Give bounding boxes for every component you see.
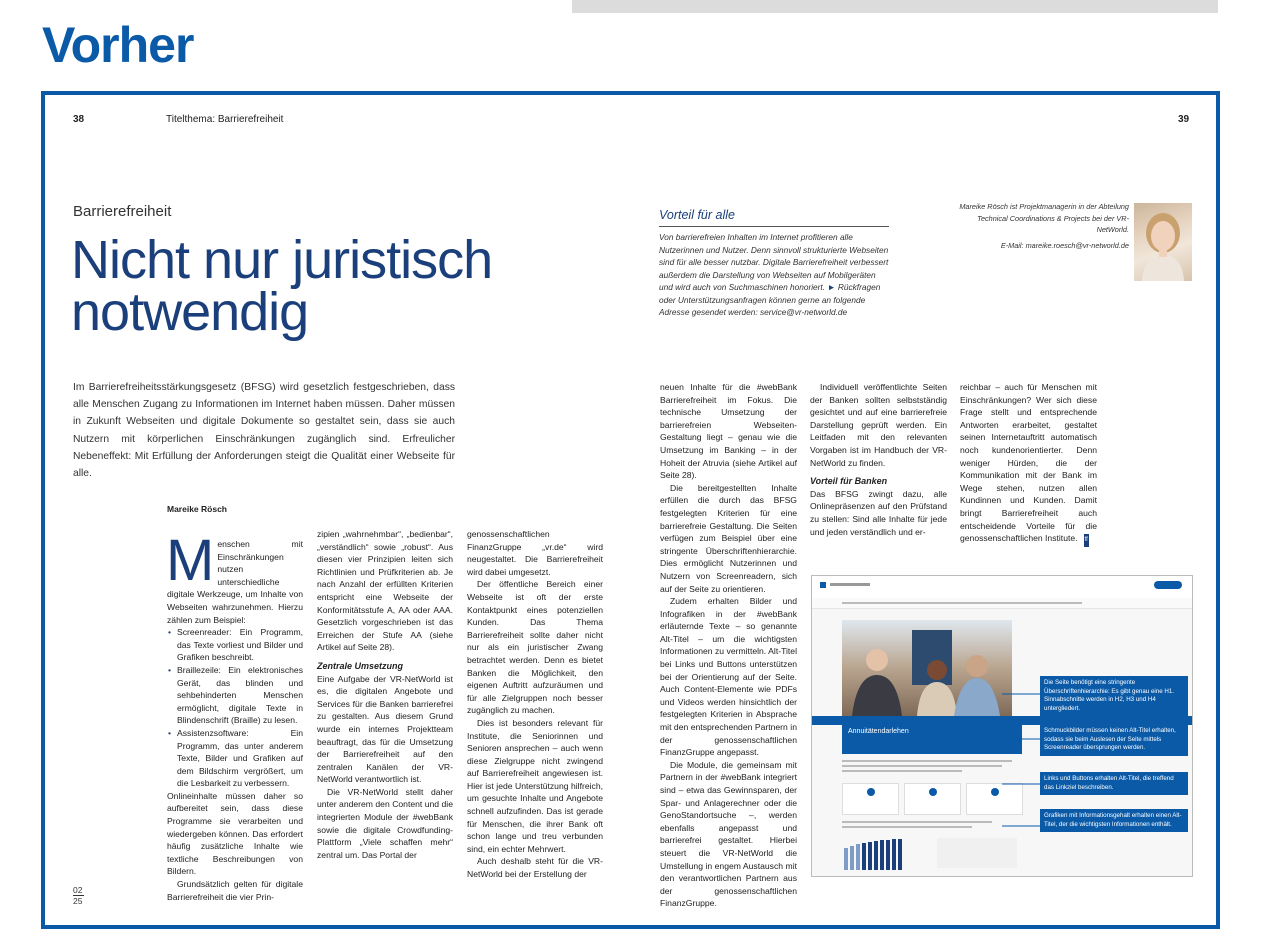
feature-card (842, 783, 899, 815)
bank-logo-icon (820, 582, 826, 588)
list-item: • Screenreader: Ein Programm, das Texte vorliest und Bilder und Grafiken beschreibt. (177, 626, 303, 664)
article-kicker: Barrierefreiheit (73, 203, 172, 220)
title-line-2: notwendig (71, 282, 309, 342)
col2-paragraph-3: Die VR-NetWorld stellt daher unter anderem den Content und die integrierten Module der #webBank sowie die digitale Crowdfunding-Plattform „Viele schaffen mehr“ zentral um. Das Portal der (317, 786, 453, 860)
col6-text: reichbar – auch für Menschen mit Einschränkungen? Wer sich diese Frage stellt und entsprechende Antworten erarbeitet, gestaltet seinen Internetauftritt automatisch noch kundenorientierter. Denn weniger Hürden, die der Kommunikation mit der Bank im Wege stehen, nutzen allen Kundinnen und Kunden. Damit bringt Barrierefreiheit auch entscheidende Vorteile für die genossenschaftlichen Institute. (960, 382, 1097, 544)
callout-headings: Die Seite benötigt eine stringente Überschriftenhierarchie: Es gibt genau eine H1. Sinnabschnitte werden in H2, H3 und H4 untergliedert. (1040, 676, 1188, 716)
tool-list (167, 626, 303, 790)
article-column-4 (660, 381, 797, 910)
list-item: • Assistenzsoftware: Ein Programm, das unter anderem Texte, Bilder und Grafiken auf dem Bildschirm vergrößert, um die Lesbarkeit zu verbessern. (177, 727, 303, 790)
col4-paragraph-3: Zudem erhalten Bilder und Infografiken in der #webBank erläuternde Texte – so genannte Alt-Titel – um die wichtigsten Informationen zu vermitteln. Alt-Titel bei Links und Buttons unterstützen bei der Orientierung auf der Seite. Auch Content-Elemente wie PDFs und Videos werden hinsichtlich der festgelegten Kriterien in Absprache mit den entsprechenden Partnern in der genossenschaftlichen FinanzGruppe angepasst. (660, 596, 797, 758)
col2-paragraph-2: Eine Aufgabe der VR-NetWorld ist es, die digitalen Angebote und Services für die Banken barrierefrei zu gestalten. Aus diesem Grund wurde ein internes Projektteam beauftragt, das für die Umsetzung der Barrierefreiheit auf den zentralen Kanälen der VR-NetWorld verantwortlich ist. (317, 673, 453, 785)
author-photo (1134, 203, 1192, 281)
info-box-title: Vorteil für alle (659, 208, 735, 222)
callout-connectors (962, 576, 1042, 876)
article-column-1 (166, 528, 303, 903)
subhead-vorteil-fuer-banken: Vorteil für Banken (810, 476, 888, 487)
col1-intro: enschen mit Einschränkungen nutzen unterschiedliche digitale Werkzeuge, um Inhalte von Webseiten wahrzunehmen. Hierzu zählen zum Beispiel: (167, 539, 303, 625)
col1-paragraph-2: Onlineinhalte müssen daher so aufbereitet sein, dass diese Programme sie verarbeiten und wiedergeben können. Das erfordert häufig zusätzliche Inhalte wie textliche Beschreibungen von Bildern. (167, 790, 303, 877)
col2-paragraph-1: zipien „wahrnehmbar“, „bedienbar“, „verständlich“ sowie „robust“. Aus diesen vier Prinzipien leiten sich Richtlinien und Prüfkriterien ab. Je nach Anzahl der erfüllten Kriterien entspricht eine Webseite der Konformitätsstufe A, AA oder AAA. Gesetzlich vorgeschrieben ist das Erreichen der Stufe AA (siehe Artikel auf Seite 28). (317, 529, 453, 653)
left-page-number: 38 (73, 114, 85, 125)
col4-paragraph-1: neuen Inhalte für die #webBank Barrierefreiheit im Fokus. Die technische Umsetzung der barrierefreien Webseiten-Gestaltung liegt – genau wie die Umsetzung im Banking – in der Hoheit der Atruvia (siehe Artikel auf Seite 28). (660, 382, 797, 481)
col4-paragraph-4: Die Module, die gemeinsam mit Partnern in der #webBank integriert sind – etwa das Gewinnsparen, der Spar- und Anlagerechner oder die GenoStandortsuche –, werden ebenfalls angepasst und barrierefrei gestaltet. Hierbei steuert die VR-NetWorld die Umstellung in engem Austausch mit den verantwortlichen Partnern aus der genossenschaftlichen FinanzGruppe. (660, 759, 797, 909)
article-column-3 (467, 528, 603, 881)
issue-number (73, 885, 84, 906)
hero-title: Annuitätendarlehen (848, 728, 909, 735)
top-gray-bar (572, 0, 1218, 13)
col3-paragraph-1: genossenschaftlichen FinanzGruppe „vr.de“ wird neugestaltet. Die Barrierefreiheit wird dabei umgesetzt. (467, 529, 603, 577)
title-line-1: Nicht nur juristisch (71, 230, 493, 290)
author-caption-email: E-Mail: mareike.roesch@vr-networld.de (1000, 240, 1129, 250)
portrait-illustration (1134, 203, 1192, 281)
issue-number-top: 02 (73, 885, 83, 895)
end-mark: ff (1084, 534, 1089, 547)
info-box-text (659, 231, 889, 319)
drop-cap: M (166, 528, 215, 593)
feature-card (904, 783, 961, 815)
article-lead: Im Barrierefreiheitsstärkungsgesetz (BFSG) wird gesetzlich festgeschrieben, dass alle Menschen Zugang zu Informationen im Internet haben müssen. Daher müssen in Zukunft Webseiten und digitale Dokumente so gestaltet sein, dass sie auch Nutzern mit körperlichen Einschränkungen zugänglich sind. Erfreulicher Nebeneffekt: Mit Erfüllung der Anforderungen steigt die Qualität einer Webseite für alle. (73, 382, 455, 480)
callout-graphics: Grafiken mit Informationsgehalt erhalten einen Alt-Titel, der die wichtigsten Informationen enthält. (1040, 809, 1188, 832)
page-frame (41, 91, 1220, 929)
info-box-body: Von barrierefreien Inhalten im Internet profitieren alle Nutzerinnen und Nutzer. Denn sinnvoll strukturierte Webseiten sind für alle besser nutzbar. Digitale Barrierefreiheit verbessert außerdem die Darstellung von Webseiten auf Mobilgeräten und wird auch von Suchmaschinen honoriert. (659, 232, 889, 292)
info-box-rule (659, 226, 889, 227)
website-screenshot (811, 575, 1193, 877)
col5-paragraph-2: Das BFSG zwingt dazu, alle Onlinepräsenzen auf den Prüfstand zu stellen: Sind alle Inhalte für jede und jeden verständlich und er- (810, 488, 947, 537)
col3-paragraph-3: Dies ist besonders relevant für Institute, die Seniorinnen und Senioren ansprechen – auch wenn diese Zielgruppe nicht zwingend auf Barrierefreiheit angewiesen ist. Hier ist jede Unterstützung hilfreich, um gesuchte Inhalte und Angebote schnell aufzufinden. Das ist gerade für Menschen, die ihrer Bank oft schon lange und treu verbunden sind, ein echter Mehrwert. (467, 717, 603, 854)
article-title (71, 230, 631, 342)
header-button (1154, 581, 1182, 589)
author-name: Mareike Rösch (167, 504, 227, 514)
list-item: • Braillezeile: Ein elektronisches Gerät, das blinden und sehbehinderten Menschen ermöglicht, digitale Texte in Blindenschrift (Braille) zu lesen. (177, 664, 303, 727)
col5-paragraph-1: Individuell veröffentlichte Seiten der Banken sollten selbstständig gesichtet und auf eine barrierefreie Darstellung geprüft werden. Ein Leitfaden mit den relevanten Vorgaben ist im Handbuch der VR-NetWorld zu finden. (810, 382, 947, 468)
info-box-contact: Rückfragen oder Unterstützungsanfragen können gerne an folgende Adresse gesendet werden: service@vr-networld.de (659, 282, 881, 317)
info-box (659, 208, 889, 319)
logo-text-bar (830, 583, 870, 586)
author-caption-role: Mareike Rösch ist Projektmanagerin in der Abteilung Technical Coordinations & Projects bei der VR-NetWorld. (959, 202, 1129, 234)
issue-number-bottom: 25 (73, 896, 83, 906)
running-head: Titelthema: Barrierefreiheit (166, 114, 284, 125)
col1-paragraph-3: Grundsätzlich gelten für digitale Barrierefreiheit die vier Prin- (167, 879, 303, 902)
callout-links-buttons: Links und Buttons erhalten Alt-Titel, die treffend das Linkziel beschreiben. (1040, 772, 1188, 795)
col3-paragraph-2: Der öffentliche Bereich einer Webseite ist oft der erste Kontaktpunkt eines potenziellen Kunden. Das Thema Barrierefreiheit sollte daher nicht nur als ein juristischer Zwang betrachtet werden. Denn es bietet Banken die Möglichkeit, den eigenen Auftritt aufzuräumen und für alle Zielgruppen noch besser zugänglich zu machen. (467, 579, 603, 716)
col3-paragraph-4: Auch deshalb steht für die VR-NetWorld bei der Erstellung der (467, 856, 603, 880)
right-page-number: 39 (1178, 114, 1190, 125)
article-column-6 (960, 381, 1097, 547)
subhead-zentrale-umsetzung: Zentrale Umsetzung (317, 660, 404, 671)
col6-paragraph-1 (960, 381, 1097, 547)
author-caption (957, 201, 1129, 251)
article-column-2 (317, 528, 453, 861)
vorher-heading: Vorher (42, 17, 194, 73)
article-column-5 (810, 381, 947, 538)
col4-paragraph-2: Die bereitgestellten Inhalte erfüllen die durch das BFSG festgelegten Kriterien für eine barrierefreie Gestaltung. Die Seiten verfügen zum Beispiel über eine stringente Überschriftenhierarchie. Dies ermöglicht Nutzerinnen und Nutzern von Screenreadern, sich auf der Seite zu orientieren. (660, 482, 797, 594)
callout-decorative-images: Schmuckbilder müssen keinen Alt-Titel erhalten, sodass sie beim Auslesen der Seite mittels Screenreader übersprungen werden. (1040, 724, 1188, 756)
arrow-icon: ► (827, 282, 836, 292)
